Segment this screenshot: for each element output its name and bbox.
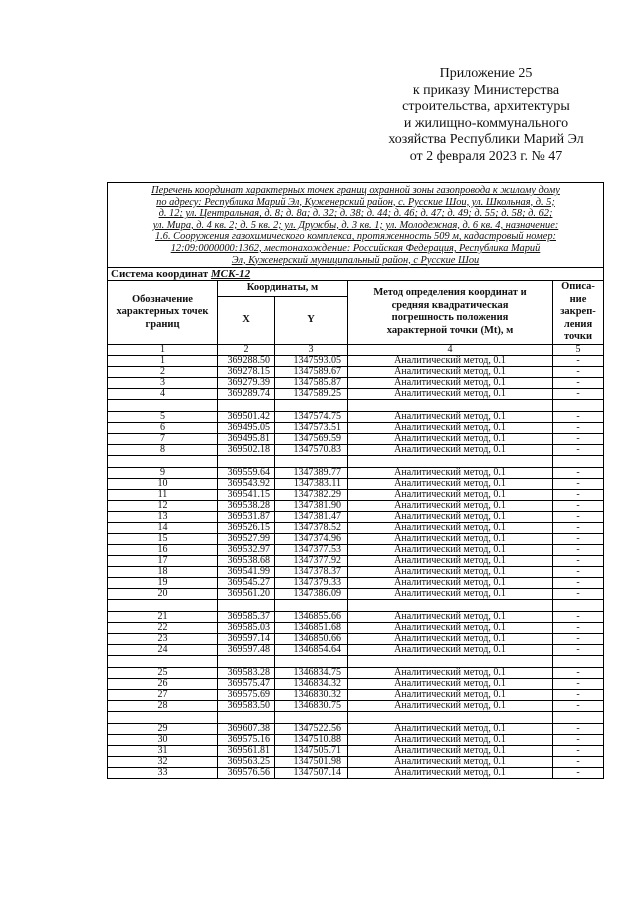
separator-cell — [348, 711, 553, 723]
separator-cell — [553, 399, 604, 411]
x-coordinate-cell: 369545.27 — [218, 577, 275, 588]
point-number-cell: 29 — [108, 723, 218, 734]
point-number-cell: 28 — [108, 700, 218, 711]
fixing-cell: - — [553, 734, 604, 745]
table-row — [108, 577, 604, 588]
method-cell: Аналитический метод, 0.1 — [348, 678, 553, 689]
table-row — [108, 511, 604, 522]
method-cell: Аналитический метод, 0.1 — [348, 444, 553, 455]
point-number-cell: 9 — [108, 467, 218, 478]
point-number-cell: 17 — [108, 555, 218, 566]
separator-cell — [218, 399, 275, 411]
fixing-cell: - — [553, 377, 604, 388]
group-separator — [108, 655, 604, 667]
fixing-cell: - — [553, 678, 604, 689]
fixing-cell: - — [553, 422, 604, 433]
y-coordinate-cell: 1347501.98 — [275, 756, 348, 767]
x-coordinate-cell: 369532.97 — [218, 544, 275, 555]
separator-cell — [348, 399, 553, 411]
method-cell: Аналитический метод, 0.1 — [348, 544, 553, 555]
coordinates-header: Координаты, м — [218, 281, 348, 296]
y-coordinate-cell: 1346830.75 — [275, 700, 348, 711]
method-cell: Аналитический метод, 0.1 — [348, 511, 553, 522]
method-cell: Аналитический метод, 0.1 — [348, 566, 553, 577]
x-coordinate-cell: 369561.81 — [218, 745, 275, 756]
header-line: ления — [563, 318, 593, 330]
y-coordinate-cell: 1347378.52 — [275, 522, 348, 533]
x-coordinate-cell: 369501.42 — [218, 411, 275, 422]
y-coordinate-cell: 1346854.64 — [275, 644, 348, 655]
fixing-cell: - — [553, 756, 604, 767]
method-cell: Аналитический метод, 0.1 — [348, 734, 553, 745]
group-separator — [108, 399, 604, 411]
method-cell: Аналитический метод, 0.1 — [348, 667, 553, 678]
title-line: Перечень координат характерных точек границ охранной зоны газопровода к жилому дому — [151, 185, 560, 196]
x-header: X — [218, 296, 275, 344]
header-line: границ — [145, 318, 180, 330]
separator-cell — [348, 599, 553, 611]
separator-cell — [108, 455, 218, 467]
column-number: 5 — [553, 344, 604, 355]
method-cell: Аналитический метод, 0.1 — [348, 577, 553, 588]
method-cell: Аналитический метод, 0.1 — [348, 355, 553, 366]
x-coordinate-cell: 369576.56 — [218, 767, 275, 778]
fixing-cell: - — [553, 566, 604, 577]
table-row — [108, 478, 604, 489]
point-number-cell: 12 — [108, 500, 218, 511]
fixing-cell: - — [553, 577, 604, 588]
table-row — [108, 467, 604, 478]
fixing-cell: - — [553, 555, 604, 566]
fixing-cell: - — [553, 533, 604, 544]
y-coordinate-cell: 1347381.47 — [275, 511, 348, 522]
point-number-cell: 11 — [108, 489, 218, 500]
point-number-cell: 10 — [108, 478, 218, 489]
table-row — [108, 723, 604, 734]
table-row — [108, 734, 604, 745]
fixing-header — [553, 281, 604, 345]
title-row — [108, 183, 604, 268]
table-row — [108, 622, 604, 633]
table-row — [108, 678, 604, 689]
y-coordinate-cell: 1347585.87 — [275, 377, 348, 388]
point-number-cell: 21 — [108, 611, 218, 622]
point-number-cell: 33 — [108, 767, 218, 778]
x-coordinate-cell: 369541.99 — [218, 566, 275, 577]
separator-cell — [553, 711, 604, 723]
y-coordinate-cell: 1347569.59 — [275, 433, 348, 444]
y-coordinate-cell: 1347570.83 — [275, 444, 348, 455]
title-line: ул. Мира, д. 4 кв. 2; д. 5 кв. 2; ул. Дружбы, д. 3 кв. 1; ул. Молодежная, д. 6 кв. 4, назначение: — [152, 219, 559, 231]
group-separator — [108, 455, 604, 467]
fixing-cell: - — [553, 388, 604, 399]
method-cell: Аналитический метод, 0.1 — [348, 633, 553, 644]
separator-cell — [275, 399, 348, 411]
title-line: д. 12; ул. Центральная, д. 8; д. 8а; д. 32; д. 38; д. 44; д. 46; д. 47; д. 49; д. 55; д. 58; д. 62; — [158, 208, 553, 220]
y-coordinate-cell: 1347379.33 — [275, 577, 348, 588]
method-cell: Аналитический метод, 0.1 — [348, 411, 553, 422]
fixing-cell: - — [553, 444, 604, 455]
point-number-cell: 27 — [108, 689, 218, 700]
y-coordinate-cell: 1347383.11 — [275, 478, 348, 489]
fixing-cell: - — [553, 478, 604, 489]
point-number-cell: 1 — [108, 355, 218, 366]
table-row — [108, 767, 604, 778]
fixing-cell: - — [553, 611, 604, 622]
method-header — [348, 281, 553, 345]
x-coordinate-cell: 369583.50 — [218, 700, 275, 711]
y-coordinate-cell: 1346855.66 — [275, 611, 348, 622]
x-coordinate-cell: 369288.50 — [218, 355, 275, 366]
point-number-cell: 18 — [108, 566, 218, 577]
separator-cell — [275, 455, 348, 467]
separator-cell — [218, 599, 275, 611]
group-separator — [108, 711, 604, 723]
separator-cell — [553, 599, 604, 611]
separator-cell — [275, 599, 348, 611]
point-number-cell: 15 — [108, 533, 218, 544]
point-number-cell: 6 — [108, 422, 218, 433]
x-coordinate-cell: 369561.20 — [218, 588, 275, 599]
separator-cell — [108, 399, 218, 411]
method-cell: Аналитический метод, 0.1 — [348, 700, 553, 711]
title-line: Эл, Куженерский муниципальный район, с Русские Шои — [231, 254, 480, 266]
x-coordinate-cell: 369543.92 — [218, 478, 275, 489]
table-row — [108, 444, 604, 455]
point-number-cell: 13 — [108, 511, 218, 522]
x-coordinate-cell: 369597.14 — [218, 633, 275, 644]
x-coordinate-cell: 369538.28 — [218, 500, 275, 511]
x-coordinate-cell: 369575.47 — [218, 678, 275, 689]
appendix-line: хозяйства Республики Марий Эл — [388, 132, 584, 147]
fixing-cell: - — [553, 667, 604, 678]
table-row — [108, 633, 604, 644]
table-row — [108, 533, 604, 544]
header-line: Обозначение — [132, 293, 193, 305]
fixing-cell: - — [553, 588, 604, 599]
appendix-line: Приложение 25 — [439, 66, 533, 81]
table-row — [108, 388, 604, 399]
table-row — [108, 588, 604, 599]
table-row — [108, 500, 604, 511]
method-cell: Аналитический метод, 0.1 — [348, 489, 553, 500]
method-cell: Аналитический метод, 0.1 — [348, 388, 553, 399]
fixing-cell: - — [553, 544, 604, 555]
separator-cell — [348, 455, 553, 467]
y-coordinate-cell: 1347507.14 — [275, 767, 348, 778]
header-row — [108, 281, 604, 296]
y-coordinate-cell: 1347386.09 — [275, 588, 348, 599]
point-number-cell: 31 — [108, 745, 218, 756]
fixing-cell: - — [553, 489, 604, 500]
separator-cell — [108, 599, 218, 611]
point-number-cell: 26 — [108, 678, 218, 689]
y-coordinate-cell: 1347389.77 — [275, 467, 348, 478]
table-row — [108, 377, 604, 388]
method-cell: Аналитический метод, 0.1 — [348, 377, 553, 388]
y-coordinate-cell: 1347381.90 — [275, 500, 348, 511]
x-coordinate-cell: 369278.15 — [218, 366, 275, 377]
separator-cell — [553, 455, 604, 467]
table-row — [108, 667, 604, 678]
table-row — [108, 555, 604, 566]
point-number-cell: 20 — [108, 588, 218, 599]
y-coordinate-cell: 1347522.56 — [275, 723, 348, 734]
point-number-cell: 7 — [108, 433, 218, 444]
y-coordinate-cell: 1347589.25 — [275, 388, 348, 399]
separator-cell — [218, 455, 275, 467]
y-coordinate-cell: 1347374.96 — [275, 533, 348, 544]
x-coordinate-cell: 369531.87 — [218, 511, 275, 522]
x-coordinate-cell: 369279.39 — [218, 377, 275, 388]
method-cell: Аналитический метод, 0.1 — [348, 500, 553, 511]
point-number-cell: 19 — [108, 577, 218, 588]
header-line: Метод определения координат и — [373, 287, 527, 299]
x-coordinate-cell: 369575.69 — [218, 689, 275, 700]
point-number-cell: 30 — [108, 734, 218, 745]
fixing-cell: - — [553, 522, 604, 533]
x-coordinate-cell: 369495.05 — [218, 422, 275, 433]
y-coordinate-cell: 1347589.67 — [275, 366, 348, 377]
x-coordinate-cell: 369527.99 — [218, 533, 275, 544]
x-coordinate-cell: 369563.25 — [218, 756, 275, 767]
fixing-cell: - — [553, 689, 604, 700]
separator-cell — [275, 711, 348, 723]
title-line: 1.6. Сооружения газохимического комплекса, протяженность 509 м, кадастровый номер: — [154, 231, 557, 243]
fixing-cell: - — [553, 366, 604, 377]
point-number-cell: 5 — [108, 411, 218, 422]
method-cell: Аналитический метод, 0.1 — [348, 478, 553, 489]
method-cell: Аналитический метод, 0.1 — [348, 622, 553, 633]
method-cell: Аналитический метод, 0.1 — [348, 756, 553, 767]
method-cell: Аналитический метод, 0.1 — [348, 533, 553, 544]
group-separator — [108, 599, 604, 611]
x-coordinate-cell: 369538.68 — [218, 555, 275, 566]
x-coordinate-cell: 369289.74 — [218, 388, 275, 399]
fixing-cell: - — [553, 467, 604, 478]
header-line: погрешность положения — [391, 312, 509, 324]
x-coordinate-cell: 369583.28 — [218, 667, 275, 678]
table-row — [108, 544, 604, 555]
x-coordinate-cell: 369495.81 — [218, 433, 275, 444]
point-number-cell: 3 — [108, 377, 218, 388]
table-row — [108, 689, 604, 700]
header-line: характерных точек — [116, 306, 209, 318]
y-coordinate-cell: 1346830.32 — [275, 689, 348, 700]
point-number-cell: 32 — [108, 756, 218, 767]
table-row — [108, 422, 604, 433]
x-coordinate-cell: 369526.15 — [218, 522, 275, 533]
column-number-row — [108, 344, 604, 355]
designation-header — [108, 281, 218, 345]
appendix-line: к приказу Министерства — [412, 82, 560, 98]
table-row — [108, 700, 604, 711]
fixing-cell: - — [553, 767, 604, 778]
table-row — [108, 756, 604, 767]
table-row — [108, 411, 604, 422]
header-line: характерной точки (Mt), м — [386, 324, 514, 336]
coordinate-system — [108, 268, 604, 281]
separator-cell — [553, 655, 604, 667]
table-row — [108, 489, 604, 500]
y-coordinate-cell: 1346834.32 — [275, 678, 348, 689]
method-cell: Аналитический метод, 0.1 — [348, 366, 553, 377]
method-cell: Аналитический метод, 0.1 — [348, 555, 553, 566]
x-coordinate-cell: 369585.03 — [218, 622, 275, 633]
x-coordinate-cell: 369607.38 — [218, 723, 275, 734]
y-coordinate-cell: 1347377.92 — [275, 555, 348, 566]
title-line: 12:09:0000000:1362, местонахождение: Российская Федерация, Республика Марий — [170, 242, 541, 254]
y-coordinate-cell: 1347377.53 — [275, 544, 348, 555]
column-number: 4 — [348, 344, 553, 355]
fixing-cell: - — [553, 355, 604, 366]
y-coordinate-cell: 1347505.71 — [275, 745, 348, 756]
x-coordinate-cell: 369597.48 — [218, 644, 275, 655]
table-row — [108, 644, 604, 655]
appendix-line: от 2 февраля 2023 г. № 47 — [409, 148, 563, 164]
fixing-cell: - — [553, 622, 604, 633]
y-coordinate-cell: 1347510.88 — [275, 734, 348, 745]
title-line: по адресу: Республика Марий Эл, Куженерский район, с. Русские Шои, ул. Школьная, д. 5; — [156, 196, 555, 208]
separator-cell — [275, 655, 348, 667]
header-line: закреп- — [560, 306, 596, 318]
header-line: ние — [569, 293, 587, 305]
point-number-cell: 25 — [108, 667, 218, 678]
point-number-cell: 2 — [108, 366, 218, 377]
y-coordinate-cell: 1347378.37 — [275, 566, 348, 577]
x-coordinate-cell: 369585.37 — [218, 611, 275, 622]
fixing-cell: - — [553, 633, 604, 644]
separator-cell — [218, 655, 275, 667]
fixing-cell: - — [553, 644, 604, 655]
x-coordinate-cell: 369541.15 — [218, 489, 275, 500]
column-number: 3 — [275, 344, 348, 355]
table-row — [108, 745, 604, 756]
y-coordinate-cell: 1346851.68 — [275, 622, 348, 633]
separator-cell — [348, 655, 553, 667]
y-coordinate-cell: 1347593.05 — [275, 355, 348, 366]
coordinate-system-value: МСК-12 — [210, 268, 251, 281]
y-coordinate-cell: 1346850.66 — [275, 633, 348, 644]
header-line: средняя квадратическая — [391, 299, 509, 311]
separator-cell — [108, 711, 218, 723]
table-row — [108, 522, 604, 533]
appendix-line: строительства, архитектуры — [402, 99, 570, 114]
separator-cell — [218, 711, 275, 723]
method-cell: Аналитический метод, 0.1 — [348, 723, 553, 734]
fixing-cell: - — [553, 700, 604, 711]
method-cell: Аналитический метод, 0.1 — [348, 689, 553, 700]
method-cell: Аналитический метод, 0.1 — [348, 467, 553, 478]
point-number-cell: 22 — [108, 622, 218, 633]
coordinates-table — [107, 182, 604, 779]
header-line: точки — [563, 331, 593, 343]
fixing-cell: - — [553, 500, 604, 511]
column-number: 1 — [108, 344, 218, 355]
method-cell: Аналитический метод, 0.1 — [348, 745, 553, 756]
method-cell: Аналитический метод, 0.1 — [348, 433, 553, 444]
method-cell: Аналитический метод, 0.1 — [348, 522, 553, 533]
method-cell: Аналитический метод, 0.1 — [348, 644, 553, 655]
x-coordinate-cell: 369575.16 — [218, 734, 275, 745]
y-coordinate-cell: 1347573.51 — [275, 422, 348, 433]
method-cell: Аналитический метод, 0.1 — [348, 422, 553, 433]
table-row — [108, 366, 604, 377]
document-title — [108, 183, 604, 268]
point-number-cell: 8 — [108, 444, 218, 455]
point-number-cell: 4 — [108, 388, 218, 399]
system-row — [108, 268, 604, 281]
fixing-cell: - — [553, 411, 604, 422]
y-coordinate-cell: 1347574.75 — [275, 411, 348, 422]
method-cell: Аналитический метод, 0.1 — [348, 588, 553, 599]
column-number: 2 — [218, 344, 275, 355]
y-coordinate-cell: 1347382.29 — [275, 489, 348, 500]
fixing-cell: - — [553, 433, 604, 444]
fixing-cell: - — [553, 745, 604, 756]
method-cell: Аналитический метод, 0.1 — [348, 611, 553, 622]
separator-cell — [108, 655, 218, 667]
coordinate-system-label: Система координат — [111, 268, 209, 281]
appendix-header — [360, 66, 612, 165]
table-row — [108, 566, 604, 577]
fixing-cell: - — [553, 511, 604, 522]
y-header: Y — [275, 296, 348, 344]
table-row — [108, 355, 604, 366]
point-number-cell: 23 — [108, 633, 218, 644]
point-number-cell: 14 — [108, 522, 218, 533]
method-cell: Аналитический метод, 0.1 — [348, 767, 553, 778]
x-coordinate-cell: 369502.18 — [218, 444, 275, 455]
header-line: Описа- — [561, 281, 595, 293]
point-number-cell: 16 — [108, 544, 218, 555]
table-body — [108, 355, 604, 778]
table-row — [108, 433, 604, 444]
table-row — [108, 611, 604, 622]
point-number-cell: 24 — [108, 644, 218, 655]
x-coordinate-cell: 369559.64 — [218, 467, 275, 478]
appendix-line: и жилищно-коммунального — [403, 115, 569, 131]
fixing-cell: - — [553, 723, 604, 734]
y-coordinate-cell: 1346834.75 — [275, 667, 348, 678]
